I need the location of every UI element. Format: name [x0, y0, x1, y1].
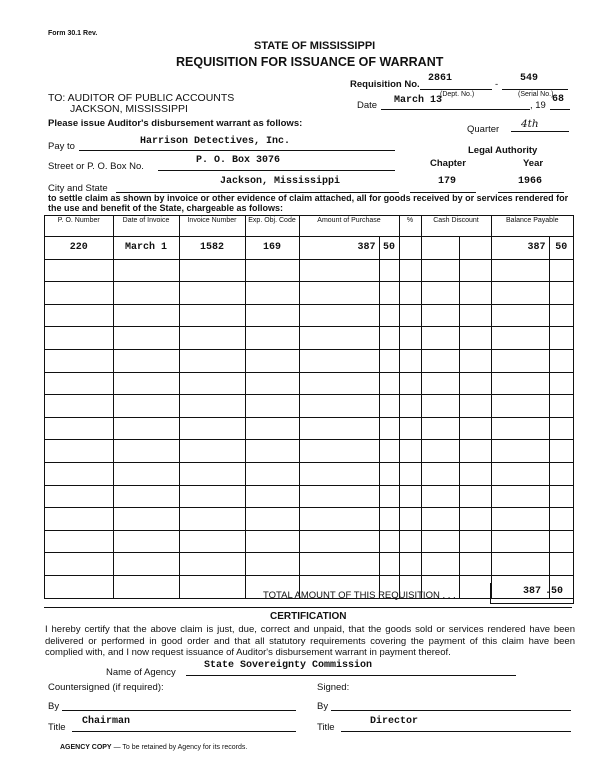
chapter-field[interactable]: 179	[438, 176, 457, 187]
row1-balance-dollars-cell[interactable]: 387	[491, 237, 549, 260]
instruction-text: Please issue Auditor's disbursement warrant as follows:	[48, 118, 303, 129]
footer-copy-label: AGENCY COPY	[60, 744, 112, 751]
legal-year-field[interactable]: 1966	[518, 176, 543, 187]
countersigned-label: Countersigned (if required):	[48, 682, 164, 693]
city-field[interactable]: Jackson, Mississippi	[220, 176, 341, 187]
date-year-field[interactable]: 68	[552, 94, 565, 105]
serial-caption: (Serial No.)	[518, 91, 554, 98]
table-row	[45, 395, 573, 418]
dept-caption: (Dept. No.)	[440, 91, 475, 98]
table-row	[45, 259, 573, 282]
date-year-prefix: , 19	[530, 100, 546, 111]
city-label: City and State	[48, 183, 108, 194]
requisition-table	[44, 215, 574, 599]
table-row	[45, 508, 573, 531]
footer-copy-note: — To be retained by Agency for its records.	[113, 744, 248, 751]
header-percent: %	[399, 216, 421, 237]
street-label: Street or P. O. Box No.	[48, 161, 144, 172]
form-title: REQUISITION FOR ISSUANCE OF WARRANT	[176, 55, 444, 69]
row1-cash-cents-cell[interactable]	[459, 237, 491, 260]
table-row	[45, 372, 573, 395]
chapter-label: Chapter	[430, 158, 466, 169]
pay-to-field[interactable]: Harrison Detectives, Inc.	[140, 136, 291, 147]
header-amount-of-purchase: Amount of Purchase	[299, 216, 399, 237]
requisition-dash: -	[495, 79, 499, 90]
row1-percent-cell[interactable]	[399, 237, 421, 260]
certification-text: I hereby certify that the above claim is just, due, correct and unpaid, that the goods sold or services rendered have been delivered or performed in good order and that all statutory requirements covering the payment of this claim have been complied with, and I now request issuance of Auditor's disbursement warrant in payment thereof.	[45, 624, 575, 658]
street-field[interactable]: P. O. Box 3076	[196, 155, 281, 166]
to-line-2: JACKSON, MISSISSIPPI	[70, 103, 188, 115]
countersigned-by-label: By	[48, 701, 60, 712]
table-row	[45, 462, 573, 485]
table-row	[45, 327, 573, 350]
row1-invoice-cell[interactable]: 1582	[179, 237, 245, 260]
header-date-of-invoice: Date of Invoice	[113, 216, 179, 237]
date-label: Date	[357, 100, 378, 111]
certification-heading: CERTIFICATION	[270, 611, 347, 622]
row1-amount-dollars-cell[interactable]: 387	[299, 237, 379, 260]
table-row	[45, 417, 573, 440]
row1-cash-dollars-cell[interactable]	[421, 237, 459, 260]
header-cash-discount: Cash Discount	[421, 216, 491, 237]
serial-number-field[interactable]: 549	[520, 73, 539, 84]
signed-label: Signed:	[317, 682, 350, 693]
header-exp-obj-code: Exp. Obj. Code	[245, 216, 299, 237]
total-dollars[interactable]: 387	[523, 586, 542, 597]
row1-balance-cents-cell[interactable]: 50	[549, 237, 573, 260]
table-row	[45, 349, 573, 372]
to-line-1: TO: AUDITOR OF PUBLIC ACCOUNTS	[48, 92, 235, 104]
header-balance-payable: Balance Payable	[491, 216, 573, 237]
countersigned-title-field[interactable]: Chairman	[82, 716, 131, 727]
row1-date-cell[interactable]: March 1	[113, 237, 179, 260]
agency-label: Name of Agency	[106, 667, 176, 678]
quarter-label: Quarter	[467, 124, 500, 135]
table-row	[45, 440, 573, 463]
row1-amount-cents-cell[interactable]: 50	[379, 237, 399, 260]
settle-text: to settle claim as shown by invoice or other evidence of claim attached, all for goods received by or services rendered for the use and benefit of the State, chargeable as follows:	[48, 193, 569, 213]
header-po-number: P. O. Number	[45, 216, 113, 237]
year-label: Year	[523, 158, 544, 169]
signed-by-label: By	[317, 701, 329, 712]
date-field[interactable]: March 13	[394, 95, 443, 106]
table-row	[45, 530, 573, 553]
signed-title-label: Title	[317, 722, 335, 733]
signed-title-field[interactable]: Director	[370, 716, 419, 727]
row1-exp-cell[interactable]: 169	[245, 237, 299, 260]
legal-authority-label: Legal Authority	[468, 145, 538, 156]
table-row	[45, 282, 573, 305]
table-row	[45, 485, 573, 508]
row1-po-cell[interactable]: 220	[45, 237, 113, 260]
state-heading: STATE OF MISSISSIPPI	[254, 40, 376, 52]
form-number: Form 30.1 Rev.	[48, 30, 98, 37]
countersigned-title-label: Title	[48, 722, 66, 733]
total-label: TOTAL AMOUNT OF THIS REQUISITION . . .	[263, 590, 456, 601]
requisition-label: Requisition No.	[350, 79, 420, 90]
agency-field[interactable]: State Sovereignty Commission	[204, 660, 373, 671]
dept-number-field[interactable]: 2861	[428, 73, 453, 84]
table-row	[45, 304, 573, 327]
header-invoice-number: Invoice Number	[179, 216, 245, 237]
table-row	[45, 553, 573, 576]
quarter-field[interactable]: 4th	[521, 118, 539, 130]
pay-to-label: Pay to	[48, 141, 75, 152]
footer-note	[60, 744, 247, 751]
table-header-row	[45, 216, 573, 237]
table-row	[45, 237, 573, 260]
total-cents[interactable]: .50	[545, 586, 564, 597]
